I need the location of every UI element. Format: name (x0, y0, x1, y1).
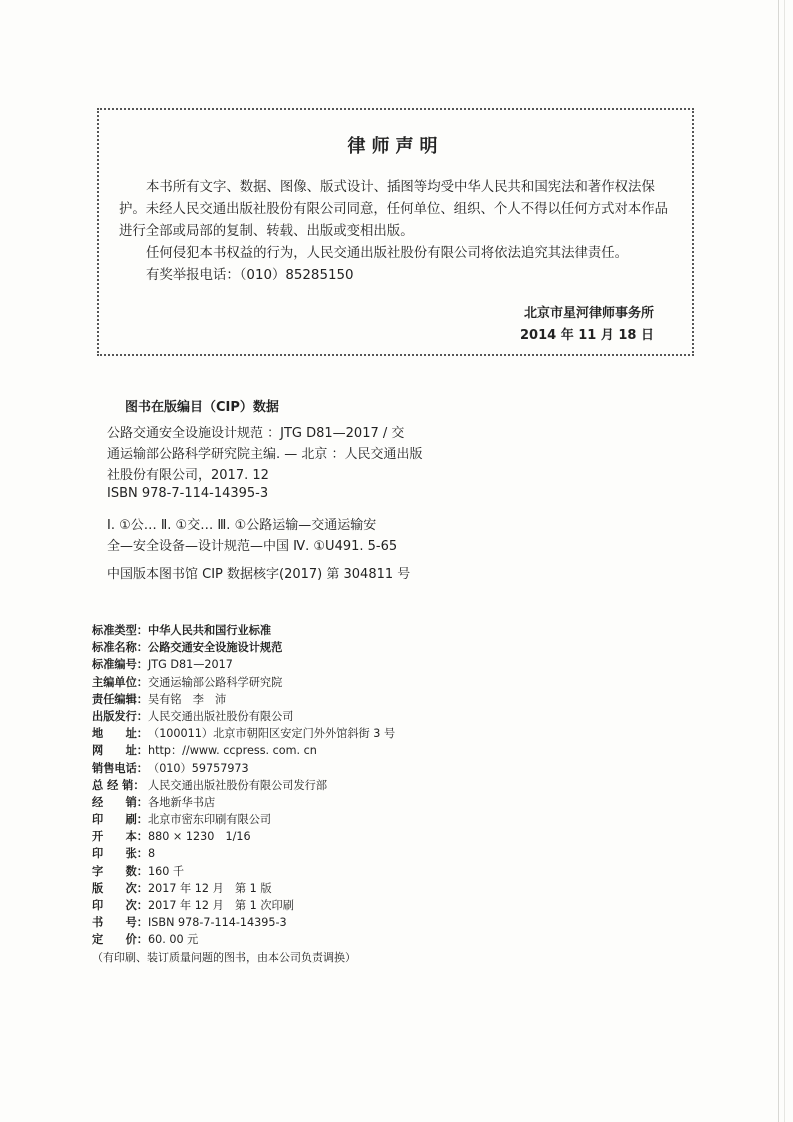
spec-row (92, 639, 512, 656)
spec-row (92, 742, 512, 759)
spec-row (92, 914, 512, 931)
spec-value: 各地新华书店 (148, 795, 216, 809)
spec-value: （010）59757973 (148, 761, 249, 775)
cip-line: 公路交通安全设施设计规范 ：JTG D81—2017 / 交 (107, 426, 405, 441)
spec-value: 人民交通出版社股份有限公司 (148, 709, 294, 723)
notice-title: 律师声明 (347, 136, 444, 157)
spec-key: 标准名称： (92, 641, 148, 655)
spec-key: 标准类型： (92, 624, 148, 637)
spec-value: 2017 年 12 月 第 1 次印刷 (148, 899, 294, 912)
spec-value: JTG D81—2017 (148, 658, 233, 672)
law-firm-name: 北京市星河律师事务所 (523, 306, 654, 321)
spec-row (92, 691, 512, 708)
spec-key: 书 号： (92, 916, 148, 930)
spec-row (92, 880, 512, 897)
spec-key: 主编单位： (92, 675, 148, 689)
spec-value: 交通运输部公路科学研究院 (148, 675, 283, 689)
spec-row (92, 828, 512, 845)
spec-value: （100011）北京市朝阳区安定门外外馆斜街 3 号 (148, 727, 396, 741)
notice-paragraph-liability: 任何侵犯本书权益的行为，人民交通出版社股份有限公司将依法追究其法律责任。 (146, 246, 629, 261)
cip-line: Ⅰ. ①公… Ⅱ. ①交… Ⅲ. ①公路运输—交通运输安 (107, 518, 377, 533)
spec-row (92, 845, 512, 862)
notice-paragraph-hotline: 有奖举报电话：（010）85285150 (146, 268, 354, 283)
spec-key: 责任编辑： (92, 692, 148, 706)
spec-value: 160 千 (148, 864, 185, 878)
spec-key: 地 址： (92, 727, 148, 741)
spec-value: ISBN 978-7-114-14395-3 (148, 916, 287, 930)
publication-specs (92, 622, 512, 966)
spec-row (92, 794, 512, 811)
spec-key: 网 址： (92, 744, 148, 758)
spec-key: 版 次： (92, 881, 148, 895)
spec-key: 总 经 销： (92, 778, 145, 792)
notice-date: 2014 年 11 月 18 日 (520, 328, 654, 343)
spec-row (92, 811, 512, 828)
spec-value: http：//www. ccpress. com. cn (148, 744, 317, 758)
spec-row (92, 760, 512, 777)
spec-value: 8 (148, 847, 156, 861)
cip-verification: 中国版本图书馆 CIP 数据核字(2017) 第 304811 号 (107, 567, 411, 582)
spec-row (92, 708, 512, 725)
spec-key: 销售电话： (92, 761, 148, 775)
spec-key: 标准编号： (92, 658, 148, 672)
spec-row (92, 725, 512, 742)
spec-key: 开 本： (92, 830, 148, 844)
spec-key: 印 刷： (92, 813, 148, 827)
spec-key: 字 数： (92, 864, 148, 878)
quality-footnote: （有印刷、装订质量问题的图书，由本公司负责调换） (92, 950, 356, 964)
cip-line: 社股份有限公司，2017. 12 (107, 468, 269, 483)
spec-key: 经 销： (92, 795, 148, 809)
spec-value: 880 × 1230 1/16 (148, 830, 251, 844)
cip-line: 全—安全设备—设计规范—中国 Ⅳ. ①U491. 5-65 (107, 539, 398, 554)
spec-value: 人民交通出版社股份有限公司发行部 (148, 778, 328, 792)
spec-key: 定 价： (92, 933, 148, 947)
spec-key: 印 张： (92, 847, 148, 861)
spec-value: 公路交通安全设施设计规范 (148, 641, 283, 655)
page-edge-line (778, 0, 779, 1122)
spec-row (92, 863, 512, 880)
spec-row (92, 656, 512, 673)
notice-paragraph-copyright: 本书所有文字、数据、图像、版式设计、插图等均受中华人民共和国宪法和著作权法保护。未经人民交通出版社股份有限公司同意，任何单位、组织、个人不得以任何方式对本作品进行全部或局部的复制、转载、出版或变相出版。 (119, 180, 669, 239)
spec-key: 印 次： (92, 899, 148, 912)
spec-value: 吴有铭 李 沛 (148, 692, 227, 706)
spec-value: 北京市密东印刷有限公司 (148, 813, 272, 827)
cip-title: 图书在版编目（CIP）数据 (125, 400, 279, 415)
page-edge-line (784, 0, 785, 1122)
spec-value: 2017 年 12 月 第 1 版 (148, 881, 272, 895)
spec-row (92, 777, 512, 794)
spec-row (92, 897, 512, 914)
spec-row (92, 674, 512, 691)
spec-value: 中华人民共和国行业标准 (148, 624, 272, 637)
cip-line: ISBN 978-7-114-14395-3 (107, 486, 269, 501)
spec-row (92, 622, 512, 639)
lawyer-notice-box (97, 108, 694, 356)
spec-value: 60. 00 元 (148, 933, 199, 947)
cip-line: 通运输部公路科学研究院主编. — 北京 ：人民交通出版 (107, 447, 423, 462)
spec-key: 出版发行： (92, 709, 148, 723)
spec-row (92, 931, 512, 948)
